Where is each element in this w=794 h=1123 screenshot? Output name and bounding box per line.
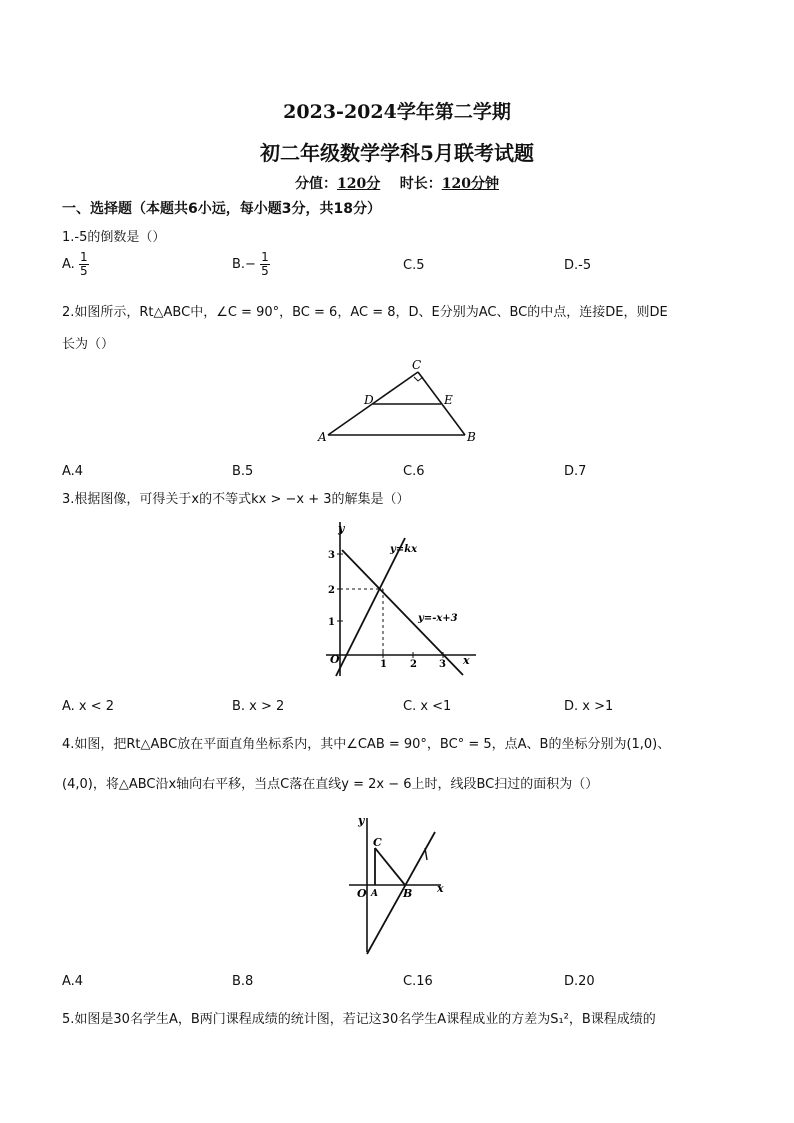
line-neg-x-label: y=-x+3 <box>418 613 458 624</box>
q4-option-d: D.20 <box>564 974 595 989</box>
tick-y-1: 1 <box>328 617 335 628</box>
q2-stem-line1: 2.如图所示，Rt△ABC中，∠C = 90°，BC = 6，AC = 8，D、E分别为AC、BC的中点，连接DE，则DE <box>62 305 668 320</box>
score-label: 分值： <box>295 176 338 192</box>
q1-stem: 1.-5的倒数是（） <box>62 230 166 245</box>
q1-option-b: B.− $\frac{1}{5}$ <box>232 250 269 278</box>
q3-option-a: A. x < 2 <box>62 699 115 714</box>
label-a: A <box>318 430 327 444</box>
q2-option-c: C.6 <box>403 464 425 479</box>
q4-graph-figure <box>345 812 455 960</box>
q3-graph-figure <box>318 518 488 680</box>
tick-y-3: 3 <box>328 550 335 561</box>
time-value: 120分钟 <box>441 176 499 192</box>
q4-option-b: B.8 <box>232 974 254 989</box>
fraction: $\frac{1}{5}$ <box>79 250 88 278</box>
exam-title: 初二年级数学学科5月联考试题 <box>260 141 534 165</box>
label-c: C <box>373 836 382 849</box>
line-kx-label: y=kx <box>390 544 418 555</box>
q1-option-c: C.5 <box>403 258 425 273</box>
origin-label: O <box>330 653 340 666</box>
q2-triangle-figure <box>310 355 490 447</box>
x-axis-label: x <box>463 654 470 667</box>
label-b: B <box>467 430 476 444</box>
year-title: 2023-2024学年第二学期 <box>283 101 511 123</box>
q4-option-c: C.16 <box>403 974 433 989</box>
q3-stem: 3.根据图像，可得关于x的不等式kx > −x + 3的解集是（） <box>62 492 410 507</box>
q4-stem-line2: (4,0)，将△ABC沿x轴向右平移，当点C落在直线y = 2x − 6上时，线段BC扫过的面积为（） <box>62 777 599 792</box>
label-c: C <box>412 358 422 372</box>
score-value: 120分 <box>337 176 381 192</box>
q5-stem-line1: 5.如图是30名学生A，B两门课程成绩的统计图，若记这30名学生A课程成业的方差为S₁²，B课程成绩的 <box>62 1012 656 1027</box>
q1-option-d: D.-5 <box>564 258 592 273</box>
label-a: A <box>371 889 378 899</box>
tick-x-3: 3 <box>439 659 446 670</box>
x-axis-label: x <box>437 882 444 895</box>
tick-x-2: 2 <box>410 659 417 670</box>
q4-stem-line1: 4.如图，把Rt△ABC放在平面直角坐标系内，其中∠CAB = 90°，BC° = 5，点A、B的坐标分别为(1,0)、 <box>62 737 671 752</box>
q2-option-d: D.7 <box>564 464 587 479</box>
q2-option-a: A.4 <box>62 464 84 479</box>
origin-label: O <box>357 887 367 900</box>
score-time-line <box>0 173 794 193</box>
section-title: 一、选择题（本题共6小远，每小题3分，共18分） <box>62 201 381 217</box>
q1-option-a: A. $\frac{1}{5}$ <box>62 250 88 278</box>
y-axis-label: y <box>338 522 345 535</box>
q2-option-b: B.5 <box>232 464 254 479</box>
q3-option-c: C. x <1 <box>403 699 452 714</box>
label-e: E <box>444 393 453 407</box>
q2-stem-line2: 长为（） <box>62 337 115 352</box>
q4-option-a: A.4 <box>62 974 84 989</box>
tick-x-1: 1 <box>380 659 387 670</box>
tick-y-2: 2 <box>328 585 335 596</box>
time-label: 时长： <box>399 176 442 192</box>
label-d: D <box>364 393 374 407</box>
q3-option-b: B. x > 2 <box>232 699 285 714</box>
y-axis-label: y <box>358 814 365 827</box>
label-b: B <box>403 887 413 900</box>
fraction: $\frac{1}{5}$ <box>261 250 269 278</box>
q3-option-d: D. x >1 <box>564 699 614 714</box>
